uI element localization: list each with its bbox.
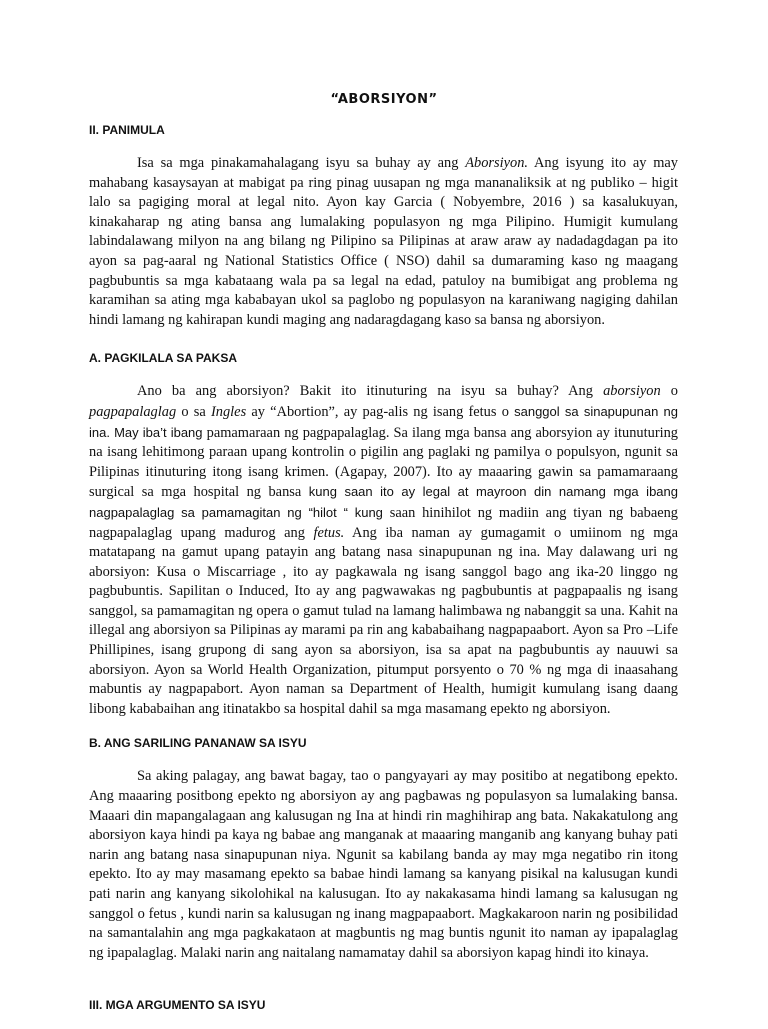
section-heading-pagkilala: A. PAGKILALA SA PAKSA bbox=[89, 351, 238, 366]
text-run: pagpapalaglag bbox=[89, 403, 177, 420]
section-heading-argumento: III. MGA ARGUMENTO SA ISYU bbox=[89, 998, 266, 1013]
text-run: Ang isyung ito ay may mahabang kasaysayan at mabigat pa ring pinag uusapan ng mga mananaliksik at ng publiko – higit lalo sa pagiging moral at legal nito. Ayon kay Garcia ( Nobyembre, 2016 ) sa kasalukuyan, kinakaharap ng ating bansa ang lumalaking populasyon ng mga Pilipino. Humigit kumulang labindalawang milyon na ang bilang ng Pilipino sa Pilipinas at araw araw ay nadadagdagan pa ito ayon sa pag-aaral ng National Statistics Office ( NSO) dahil sa dumaraming kaso ng maagang pagbubuntis sa mga kabataang wala pa sa legal na edad, patuloy na bumibigat ang problema ng karamihan sa ating mga kababayan ukol sa paglobo ng populasyon na karaniwang nagiging dahilan hindi lamang ng kahirapan kundi maging ang nadaragdagang kaso sa bansa ng aborsiyon. bbox=[89, 155, 678, 328]
text-run: aborsiyon bbox=[603, 383, 661, 400]
text-run: pamamaraan ng pagpapalaglag. Sa ilang mga bansa ang aborsyion ay itunuturing na isang lehitimong paraan upang kontrolin o pigilin ang paglaki ng pamilya o populsyon, ngunit sa Pilipinas itinuturing itong isang krimen. (Agapay, 2007). Ito ay maaaring gawin sa pamamaraang surgical sa mga hospital ng bansa bbox=[89, 424, 679, 501]
paragraph-panimula bbox=[89, 154, 678, 330]
document-body bbox=[89, 122, 678, 1029]
text-run: Ang iba naman ay gumagamit o umiinom ng mga matatapang na gamut upang patayin ang batang nasa sinapupunan ng ina. May dalawang uri ng aborsiyon: Kusa o Miscarriage , ito ay pagkawala ng isang sanggol bago ang ika-20 linggo ng pagbubuntis. Sapilitan o Induced, Ito ay ang pagwawakas ng pagbubuntis at pagpapaalis ng isang sanggol, sa pamamagitan ng opera o gamut tulad na lamang halimbawa ng nabanggit sa una. Kahit na illegal ang aborsiyon sa Pilipinas ay marami pa rin ang kababaihang nagpapaabort. Ayon sa Pro –Life Phillipines, isang grupong di sang ayon sa aborsiyon, isa sa apat na pagbubuntis ay nauuwi sa aborsiyon. Ayon sa World Health Organization, pitumput porsyento o 70 % ng mga di inaasahang mabuntis ay nagpapabort. Ayon naman sa Department of Health, humigit kumulang isang daang libong kababaihan ang itinatakbo sa hospital dahil sa mga masamang epekto ng aborsiyon. bbox=[89, 524, 678, 717]
section-heading-pananaw: B. ANG SARILING PANANAW SA ISYU bbox=[89, 736, 307, 751]
text-run: o sa bbox=[176, 403, 211, 420]
text-run: Isa sa mga pinakamahalagang isyu sa buhay ay ang bbox=[137, 155, 466, 171]
section-heading-panimula: II. PANIMULA bbox=[89, 123, 165, 137]
text-run: fetus. bbox=[313, 524, 345, 541]
text-run: sanggol sa sinapupunan ng ina. May iba’t ibang bbox=[89, 403, 678, 440]
text-run: Sa aking palagay, ang bawat bagay, tao o pangyayari ay may positibo at negatibong epekto. Ang maaaring positbong epekto ng aborsiyon ay ang pagbawas ng populasyon sa lumalaking bansa. Maaari din mapangalagaan ang kalusugan ng Ina at hindi rin maghihirap ang bata. Nakakatulong ang aborsiyon kaya hindi pa kaya ng babae ang manganak at maaaring manganib ang kanyang buhay pati narin ang batang nasa sinapupunan niya. Ngunit sa kabilang banda ay may mga negatibo rin itong epekto. Ito ay may masamang epekto sa babae hindi lamang sa kanyang pisikal na kalusugan kundi pati narin ang kanyang sikolohikal na kalusugan. Ito ay nakakasama hindi lamang sa kalusugan ng sanggol o fetus , kundi narin sa kalusugan ng inang magpapaabort. Magkakaroon narin ng posibilidad na samantalahin ang mga pagkakataon at magbuntis ng mag buntis ngunit ito naman ay ipapalaglag ng ipapalaglag. Malaki narin ang naitalang namamatay dahil sa aborsiyon kapag hindi ito kinaya. bbox=[89, 768, 678, 961]
paragraph-pananaw bbox=[89, 767, 678, 963]
text-run: Ingles bbox=[211, 403, 247, 420]
paragraph-pagkilala bbox=[89, 382, 678, 719]
document-title: “ABORSIYON” bbox=[330, 92, 438, 107]
text-run: o bbox=[660, 383, 678, 400]
text-run: saan hinihilot ng madiin ang tiyan ng babaeng nagpapalaglag upang madurog ang bbox=[89, 504, 678, 541]
text-run: Ano ba ang aborsiyon? Bakit ito itinuturing na isyu sa buhay? Ang bbox=[137, 383, 604, 400]
text-run: ay “Abortion”, ay pag-alis ng isang fetus o bbox=[246, 403, 515, 420]
text-run: kung saan ito ay legal at mayroon din namang mga ibang nagpapalaglag sa pamamagitan ng “hilot “ kung bbox=[89, 484, 678, 520]
text-run: Aborsiyon. bbox=[465, 155, 529, 171]
